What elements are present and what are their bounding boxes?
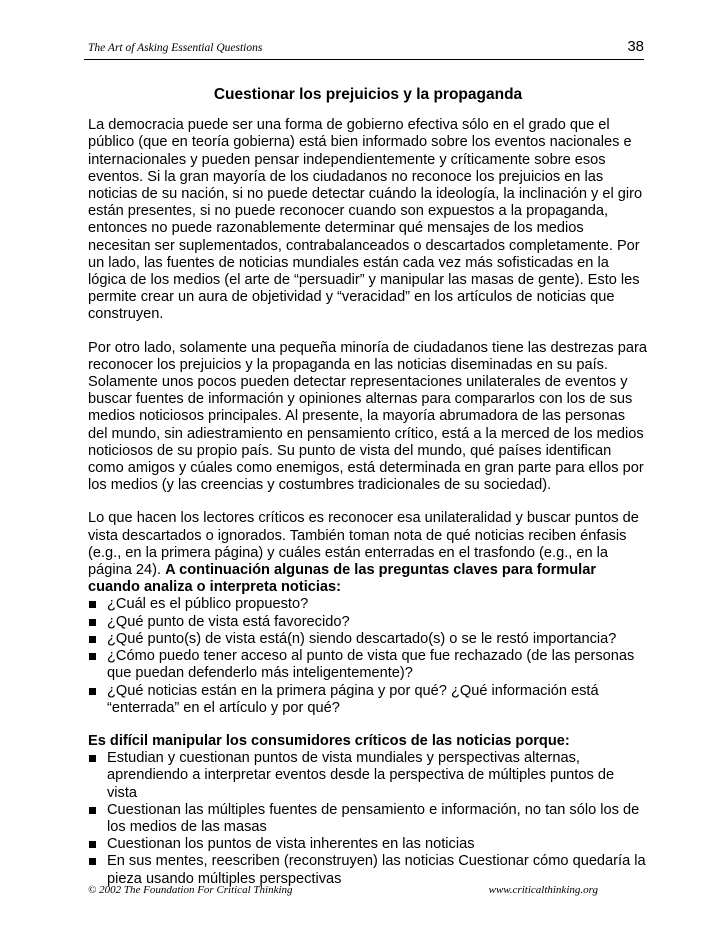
running-title: The Art of Asking Essential Questions	[88, 42, 263, 54]
footer-copyright: © 2002 The Foundation For Critical Thinking	[88, 884, 293, 896]
list-item: ¿Qué punto(s) de vista está(n) siendo descartado(s) o se le restó importancia?	[88, 631, 648, 648]
section-heading: Cuestionar los prejuicios y la propaganda	[213, 86, 523, 103]
paragraph-3-text: Lo que hacen los lectores críticos es reconocer esa unilateralidad y buscar puntos de vista descartados o ignorados. También toman nota de qué noticias reciben énfasis (e.g., en la primera página) y cuáles están enterradas en el trasfondo (e.g., en la página 24).	[88, 510, 639, 579]
list-item: ¿Cuál es el público propuesto?	[88, 596, 648, 613]
page-number: 38	[627, 38, 644, 55]
page-content	[88, 86, 648, 904]
list-item: Cuestionan las múltiples fuentes de pensamiento e información, no tan sólo los de los medios de las masas	[88, 802, 648, 836]
questions-intro: A continuación algunas de las preguntas claves para formular cuando analiza o interpreta noticias:	[88, 562, 597, 596]
questions-list	[88, 596, 648, 716]
critical-consumers-list	[88, 750, 648, 888]
list-item: En sus mentes, reescriben (reconstruyen) las noticias Cuestionar cómo quedaría la pieza usando múltiples perspectivas	[88, 853, 648, 887]
footer-url: www.criticalthinking.org	[488, 884, 598, 896]
header-rule	[84, 59, 644, 60]
paragraph-2: Por otro lado, solamente una pequeña minoría de ciudadanos tiene las destrezas para reconocer los prejuicios y la propaganda en las noticias diseminadas en su país. Solamente unos pocos pueden detectar representaciones unilaterales de eventos y buscar fuentes de información y opiniones alternas para compararlos con los de sus medios noticiosos principales. Al presente, la mayoría abrumadora de las personas del mundo, sin adiestramiento en pensamiento crítico, está a la merced de los medios noticiosos de su propio país. Su punto de vista del mundo, qué países identifican como amigos y cúales como enemigos, está determinada en gran parte para ellos por los medios (y las creencias y costumbres tradicionales de su sociedad).	[88, 339, 647, 494]
list-item: Cuestionan los puntos de vista inherentes en las noticias	[88, 836, 648, 853]
paragraph-1: La democracia puede ser una forma de gobierno efectiva sólo en el grado que el público (que en teoría gobierna) está bien informado sobre los eventos nacionales e internacionales y pueden pensar independientemente y críticamente sobre esos eventos. Si la gran mayoría de los ciudadanos no reconoce los prejuicios en las noticias de su nación, si no puede detectar cuándo la ideología, la inclinación y el giro están presentes, si no puede reconocer cuando son expuestos a la propaganda, entonces no puede razonablemente determinar qué mensajes de los medios necesitan ser suplementados, contrabalanceados o descartados completamente. Por un lado, las fuentes de noticias mundiales están cada vez más sofisticadas en la lógica de los medios (el arte de “persuadir” y manipular las masas de gente). Esto les permite crear un aura de objetividad y “veracidad” en los artículos de noticias que construyen.	[88, 117, 643, 323]
list-item: ¿Qué noticias están en la primera página y por qué? ¿Qué información está “enterrada” en el artículo y por qué?	[88, 683, 648, 717]
section-2-heading: Es difícil manipular los consumidores críticos de las noticias porque:	[88, 732, 570, 749]
paragraph-3	[88, 510, 648, 596]
list-item: Estudian y cuestionan puntos de vista mundiales y perspectivas alternas, aprendiendo a interpretar eventos desde la perspectiva de múltiples puntos de vista	[88, 750, 648, 802]
list-item: ¿Cómo puedo tener acceso al punto de vista que fue rechazado (de las personas que puedan defenderlo más inteligentemente)?	[88, 648, 648, 682]
list-item: ¿Qué punto de vista está favorecido?	[88, 614, 648, 631]
page-header	[88, 38, 644, 55]
page-footer	[88, 884, 598, 896]
